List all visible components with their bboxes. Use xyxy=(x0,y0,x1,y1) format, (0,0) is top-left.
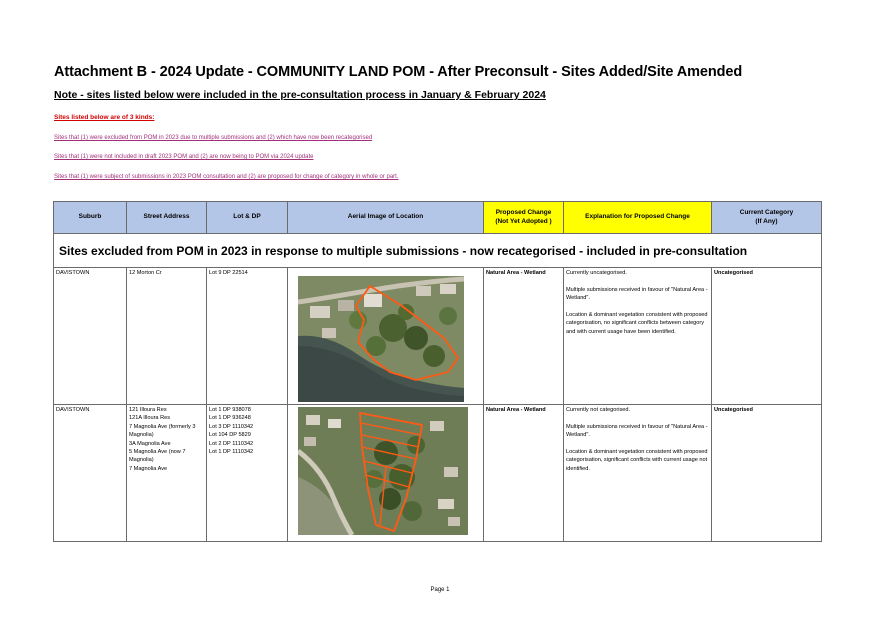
row-current-category: Uncategorised xyxy=(712,405,822,542)
header-suburb: Suburb xyxy=(54,202,127,234)
row-explanation: Currently uncategorised. Multiple submissions received in favour of "Natural Area - Wetland". Location & dominant vegetation consistent with proposed categorisation, no significant conflicts between category and with current usage have been identified. xyxy=(564,268,712,405)
table-row xyxy=(54,268,822,405)
table-header-row xyxy=(54,202,822,234)
row-aerial-cell xyxy=(288,268,484,405)
row-lot-dp: Lot 9 DP 22514 xyxy=(207,268,288,405)
row-street-address: 12 Morton Cr xyxy=(127,268,207,405)
aerial-image-morton xyxy=(298,276,464,402)
row-suburb: DAVISTOWN xyxy=(54,405,127,542)
section-row xyxy=(54,234,822,268)
kind-item-1: Sites that (1) were excluded from POM in 2023 due to multiple submissions and (2) which have now been recategorised xyxy=(54,135,373,141)
row-suburb: DAVISTOWN xyxy=(54,268,127,405)
row-proposed-change: Natural Area - Wetland xyxy=(484,405,564,542)
sites-table xyxy=(53,201,822,542)
header-lot-dp: Lot & DP xyxy=(207,202,288,234)
row-street-address: 121 Illoura Res 121A Illoura Res 7 Magnolia Ave (formerly 3 Magnolia) 3A Magnolia Ave 5 Magnolia Ave (now 7 Magnolia) 7 Magnolia Ave xyxy=(127,405,207,542)
table-row xyxy=(54,405,822,542)
row-aerial-cell xyxy=(288,405,484,542)
row-explanation: Currently not categorised. Multiple submissions received in favour of "Natural Area - Wetland". Location & dominant vegetation consistent with proposed categorisation, significant conflicts with current usage not identified. xyxy=(564,405,712,542)
header-explanation: Explanation for Proposed Change xyxy=(564,202,712,234)
header-aerial-image: Aerial Image of Location xyxy=(288,202,484,234)
page-number: Page 1 xyxy=(430,587,450,593)
kind-item-3: Sites that (1) were subject of submissions in 2023 POM consultation and (2) are proposed for change of category in whole or part. xyxy=(54,174,399,180)
kind-item-2: Sites that (1) were not included in draft 2023 POM and (2) are now being to POM via 2024 update xyxy=(54,154,314,160)
row-current-category: Uncategorised xyxy=(712,268,822,405)
row-proposed-change: Natural Area - Wetland xyxy=(484,268,564,405)
document-title: Attachment B - 2024 Update - COMMUNITY LAND POM - After Preconsult - Sites Added/Site Amended xyxy=(54,64,743,80)
header-proposed-change: Proposed Change (Not Yet Adopted ) xyxy=(484,202,564,234)
document-note: Note - sites listed below were included in the pre-consultation process in January & February 2024 xyxy=(54,89,546,101)
section-title: Sites excluded from POM in 2023 in response to multiple submissions - now recategorised - included in pre-consultation xyxy=(54,234,822,268)
aerial-image-illoura xyxy=(298,407,468,535)
row-lot-dp: Lot 1 DP 938078 Lot 1 DP 936248 Lot 3 DP 1110342 Lot 104 DP 5829 Lot 2 DP 1110342 Lot 1 DP 1110342 xyxy=(207,405,288,542)
kinds-heading: Sites listed below are of 3 kinds: xyxy=(54,114,155,121)
header-current-category: Current Category (If Any) xyxy=(712,202,822,234)
header-street-address: Street Address xyxy=(127,202,207,234)
